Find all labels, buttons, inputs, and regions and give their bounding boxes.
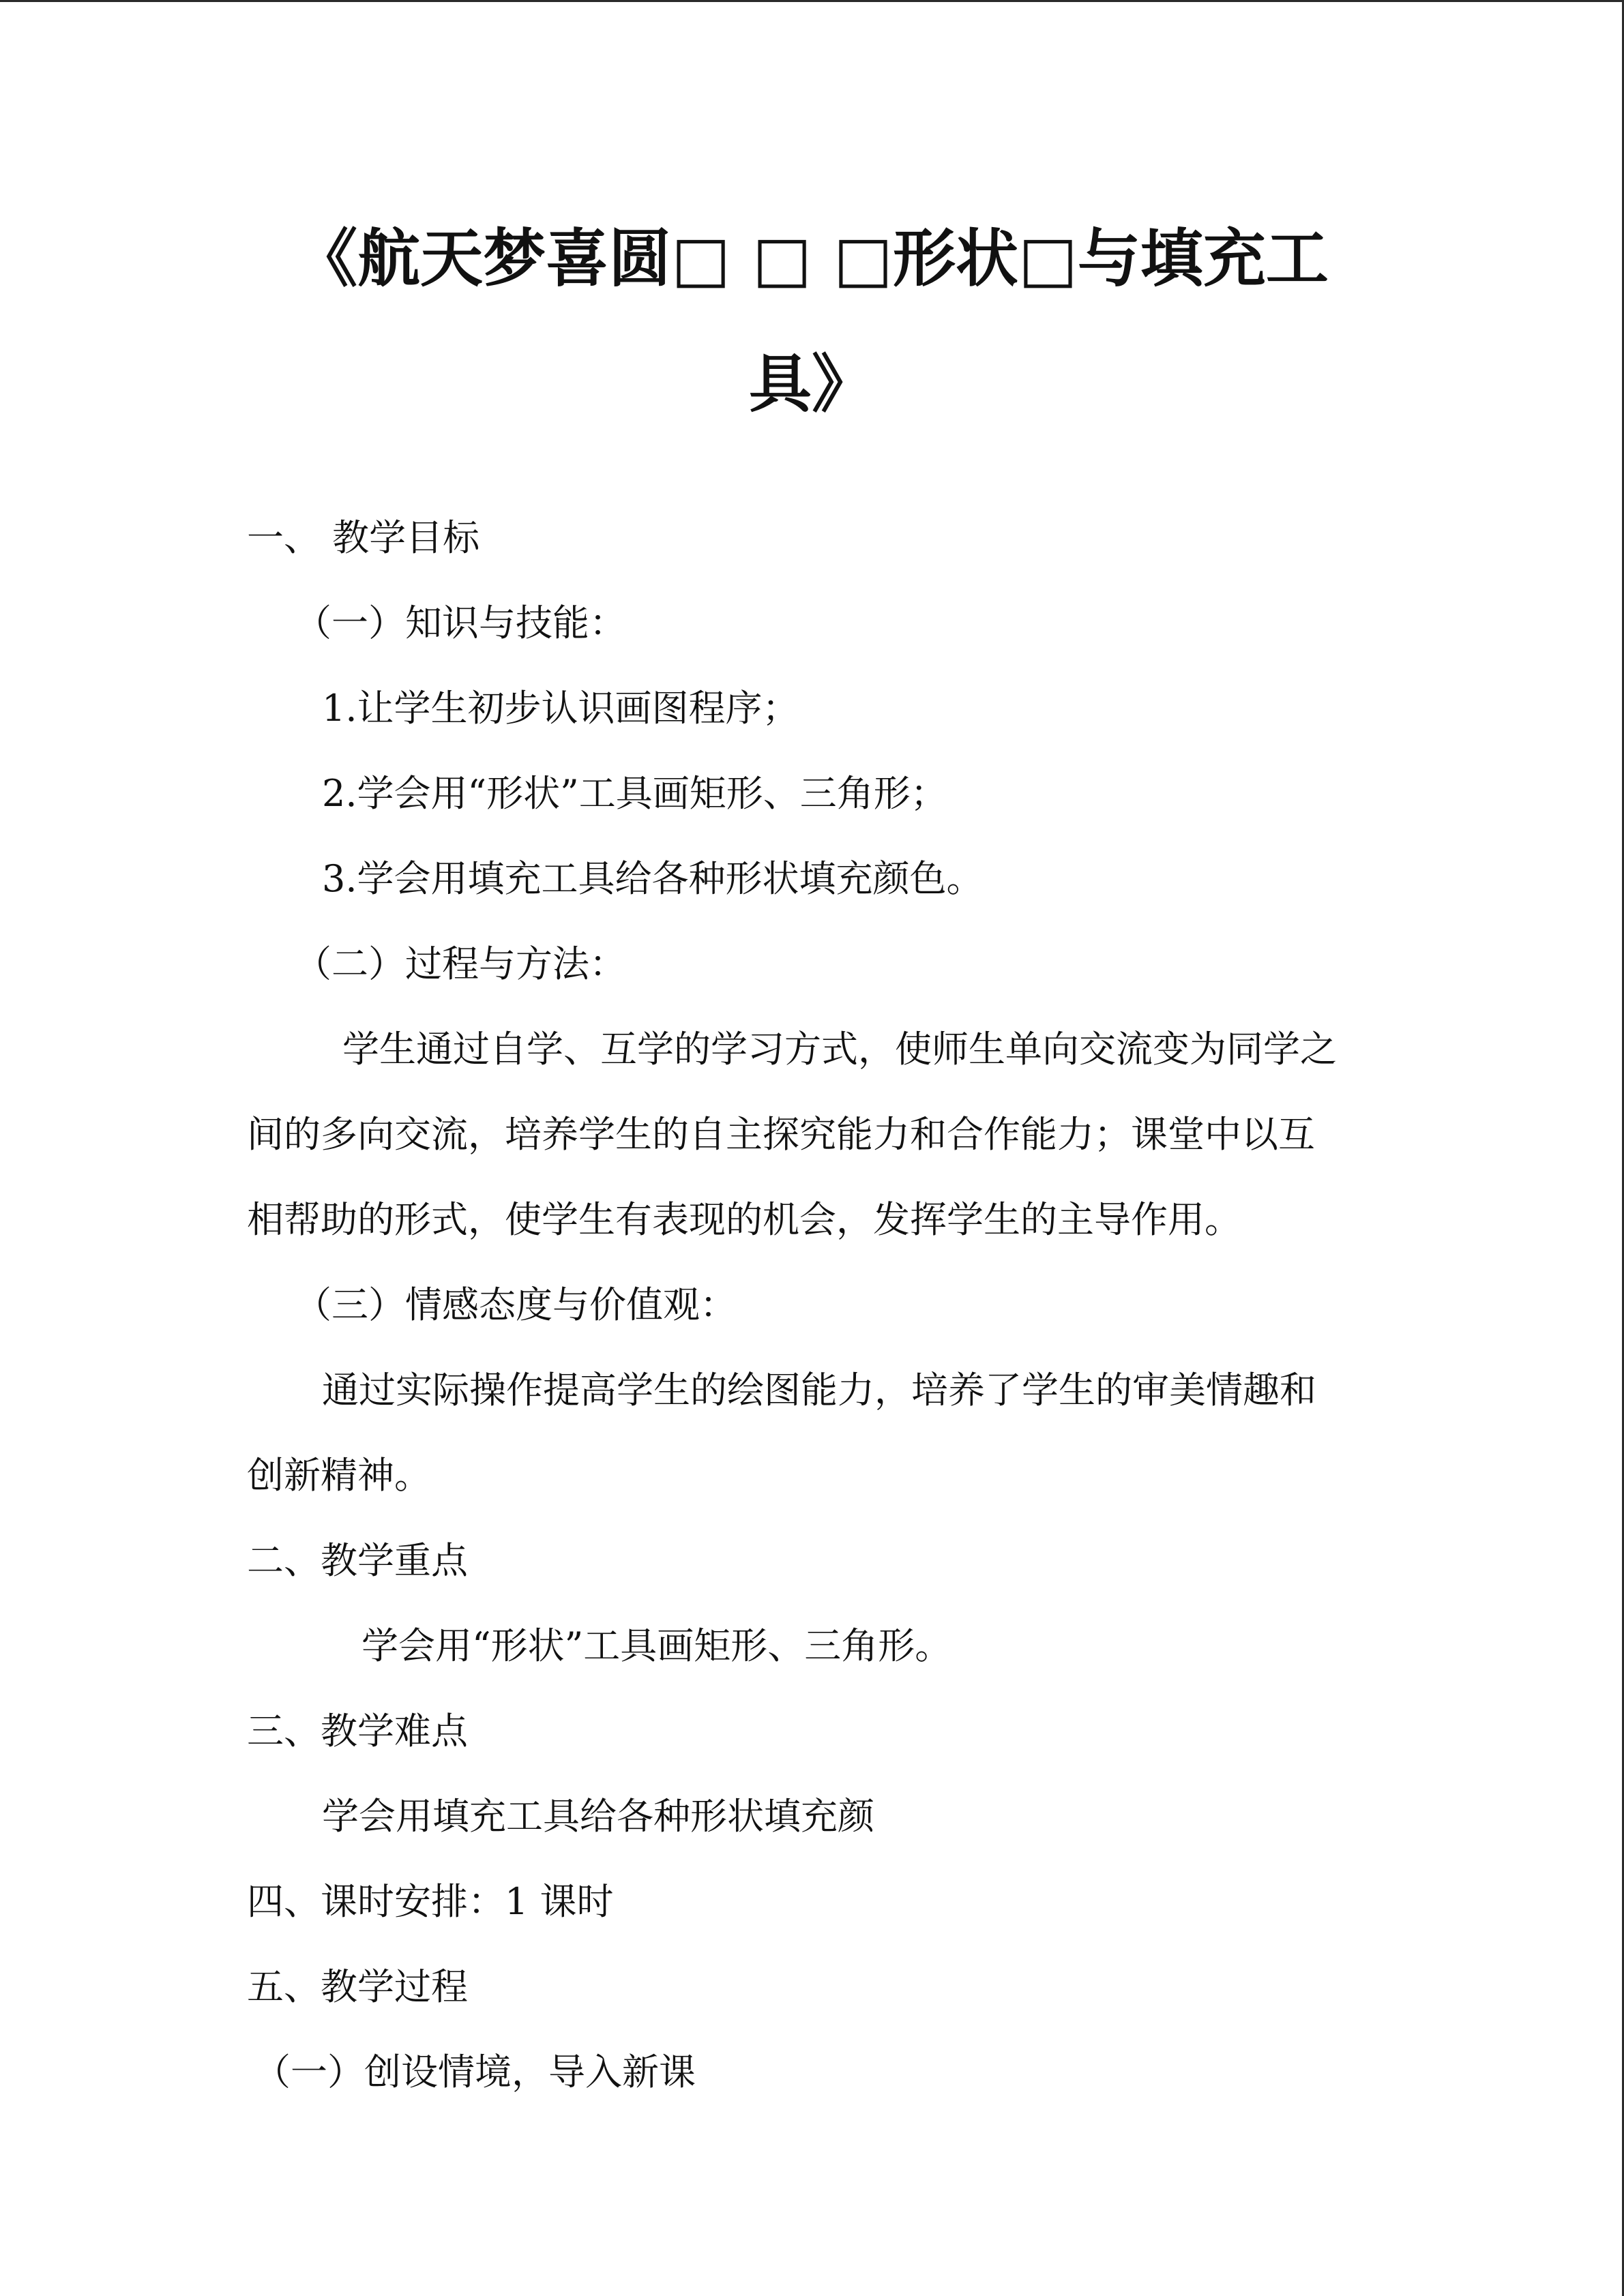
paragraph-emotion-line-2: 创新精神。 — [247, 1454, 431, 1497]
paragraph-emotion-line-1: 通过实际操作提高学生的绘图能力，培养了学生的审美情趣和 — [322, 1369, 1316, 1412]
section-heading-teaching-goals: 一、 教学目标 — [247, 516, 480, 559]
difficulties-text: 学会用填充工具给各种形状填充颜 — [322, 1795, 874, 1838]
paragraph-process-line-1: 学生通过自学、互学的学习方式，使师生单向交流变为同学之 — [342, 1028, 1337, 1071]
paragraph-process-line-3: 相帮助的形式，使学生有表现的机会，发挥学生的主导作用。 — [247, 1198, 1241, 1241]
section-heading-process: 五、教学过程 — [247, 1965, 468, 2008]
section-heading-difficulties: 三、教学难点 — [247, 1710, 468, 1753]
key-points-text: 学会用“形状”工具画矩形、三角形。 — [361, 1624, 952, 1667]
paragraph-process-line-2: 间的多向交流，培养学生的自主探究能力和合作能力；课堂中以互 — [247, 1113, 1315, 1156]
goal-item-2: 2.学会用“形状”工具画矩形、三角形； — [322, 772, 947, 815]
goal-item-3: 3.学会用填充工具给各种形状填充颜色。 — [322, 857, 984, 900]
section-heading-schedule: 四、课时安排：1 课时 — [247, 1880, 614, 1923]
subsection-knowledge-skills: （一）知识与技能： — [295, 601, 626, 644]
section-heading-key-points: 二、教学重点 — [247, 1539, 468, 1582]
subsection-emotion-values: （三）情感态度与价值观： — [295, 1283, 737, 1326]
page-top-border — [0, 0, 1624, 2]
document-title-line-1: 《航天梦喜圆□ □ □形状□与填充工 — [295, 222, 1329, 295]
subsection-process-method: （二）过程与方法： — [295, 942, 626, 985]
goal-item-1: 1.让学生初步认识画图程序； — [322, 687, 799, 730]
subsection-create-scenario: （一）创设情境，导入新课 — [254, 2051, 696, 2093]
document-title-line-2: 具》 — [748, 348, 874, 421]
